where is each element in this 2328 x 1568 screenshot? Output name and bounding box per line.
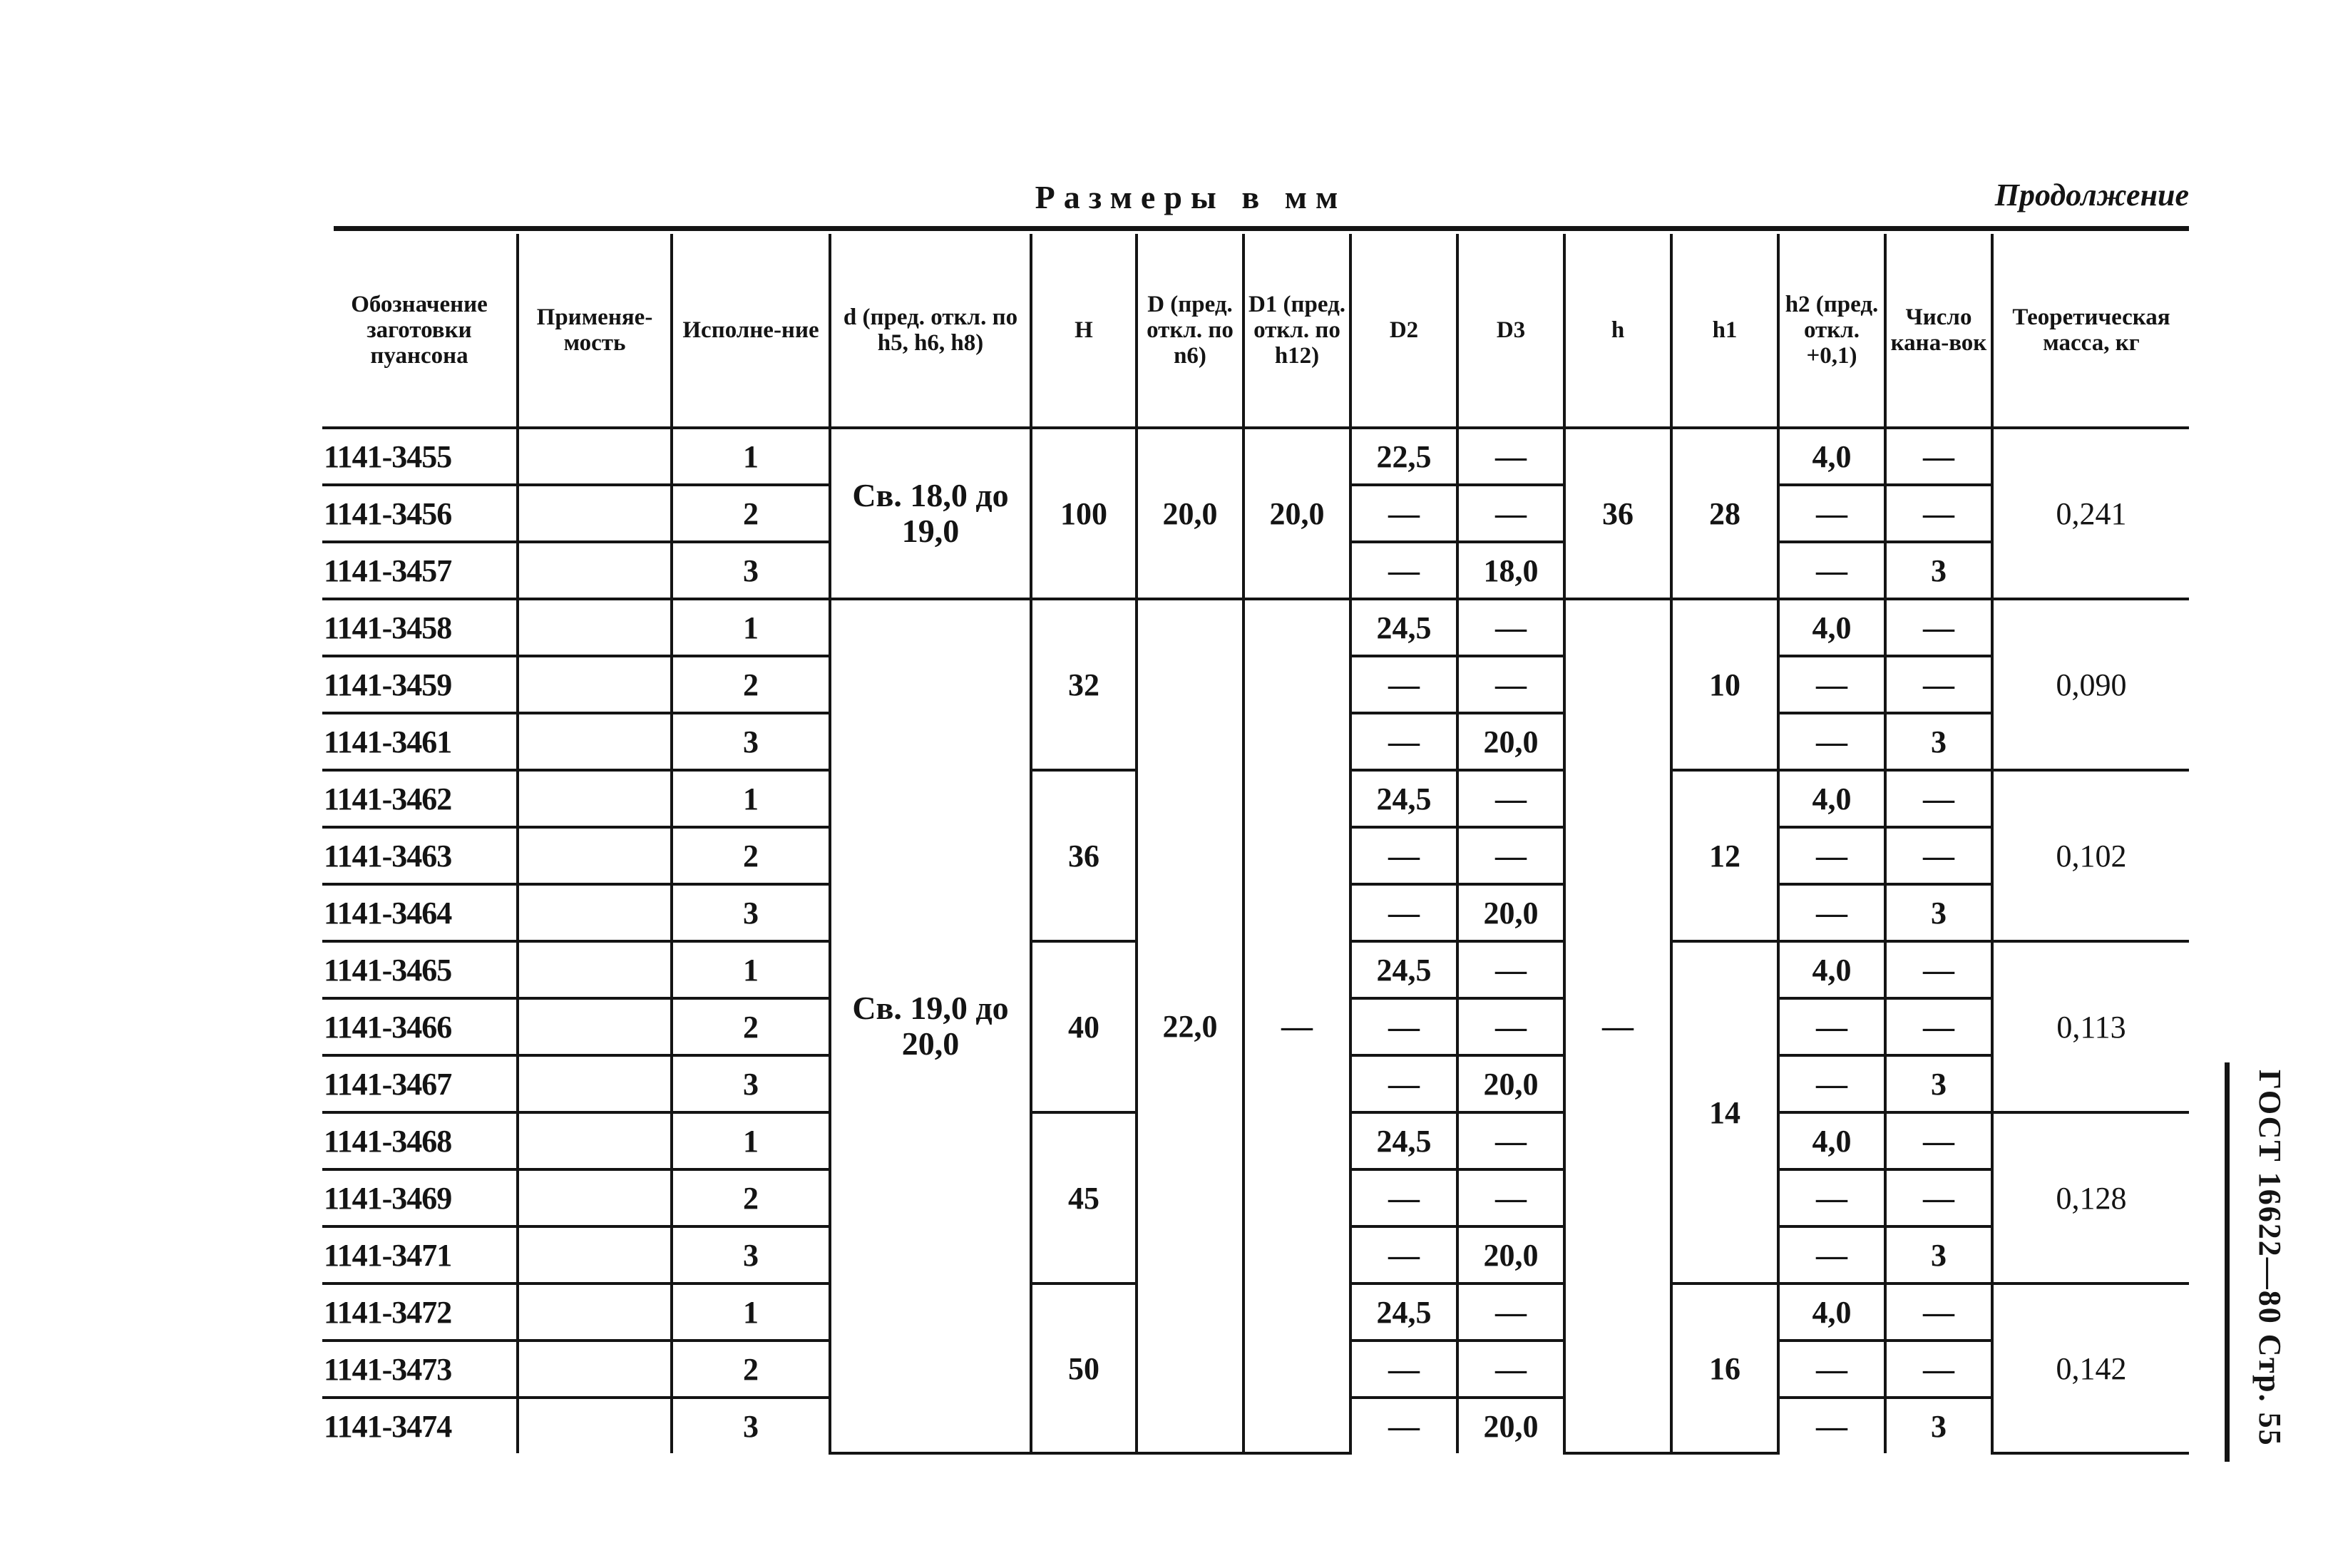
h2-cell: 4,0 (1778, 941, 1885, 998)
D3-cell: — (1457, 998, 1564, 1055)
h2-cell: — (1778, 1226, 1885, 1283)
D2-cell: 22,5 (1350, 428, 1457, 485)
D2-cell: 24,5 (1350, 599, 1457, 656)
D2-cell: — (1350, 1398, 1457, 1453)
D2-cell: 24,5 (1350, 770, 1457, 827)
h2-cell: 4,0 (1778, 1283, 1885, 1341)
grooves-cell: — (1885, 941, 1992, 998)
D2-cell: — (1350, 998, 1457, 1055)
header-d: d (пред. откл. по h5, h6, h8) (830, 234, 1031, 428)
code-cell: 1141-3468 (322, 1112, 518, 1169)
h2-cell: — (1778, 998, 1885, 1055)
D3-cell: — (1457, 1341, 1564, 1398)
code-cell: 1141-3473 (322, 1341, 518, 1398)
D2-cell: 24,5 (1350, 941, 1457, 998)
h2-cell: — (1778, 1169, 1885, 1226)
table-row (322, 428, 2189, 485)
h2-cell: — (1778, 656, 1885, 713)
table-row (322, 599, 2189, 656)
header-code: Обозначение заготовки пуансона (322, 234, 518, 428)
grooves-cell: 3 (1885, 884, 1992, 941)
version-cell: 1 (672, 1283, 830, 1341)
grooves-cell: — (1885, 1341, 1992, 1398)
d-range-cell: Св. 19,0 до 20,0 (830, 599, 1031, 1453)
code-cell: 1141-3469 (322, 1169, 518, 1226)
h1-cell: 14 (1671, 941, 1778, 1283)
header-row (322, 234, 2189, 428)
version-cell: 2 (672, 485, 830, 542)
header-D3: D3 (1457, 234, 1564, 428)
h2-cell: — (1778, 713, 1885, 770)
dimensions-caption: Размеры в мм (1035, 179, 1347, 215)
D3-cell: 20,0 (1457, 884, 1564, 941)
H-cell: 100 (1031, 428, 1137, 599)
h-cell: — (1564, 599, 1671, 1453)
D3-cell: 20,0 (1457, 713, 1564, 770)
code-cell: 1141-3474 (324, 1408, 452, 1444)
version-cell: 2 (672, 656, 830, 713)
h2-cell: — (1778, 1055, 1885, 1112)
mass-cell: 0,090 (1992, 599, 2189, 770)
D-cell: 22,0 (1137, 599, 1244, 1453)
applicability-cell (518, 1055, 672, 1112)
D3-cell: — (1457, 428, 1564, 485)
top-rule (334, 226, 2189, 231)
D2-cell: — (1350, 1055, 1457, 1112)
version-cell: 3 (672, 713, 830, 770)
header-h2: h2 (пред. откл. +0,1) (1778, 234, 1885, 428)
D3-cell: — (1457, 827, 1564, 884)
h1-cell: 10 (1671, 599, 1778, 770)
code-cell: 1141-3464 (322, 884, 518, 941)
h1-cell: 12 (1671, 770, 1778, 941)
D3-cell: — (1457, 485, 1564, 542)
h2-cell: — (1778, 1398, 1885, 1453)
h2-cell: 4,0 (1778, 770, 1885, 827)
applicability-cell (518, 1398, 672, 1453)
mass-cell: 0,102 (1992, 770, 2189, 941)
continued-label: Продолжение (1994, 178, 2189, 212)
D2-cell: — (1350, 1169, 1457, 1226)
D3-cell: — (1457, 941, 1564, 998)
code-cell: 1141-3455 (322, 428, 518, 485)
version-cell: 1 (672, 1112, 830, 1169)
header-grooves: Число кана-вок (1885, 234, 1992, 428)
grooves-cell: — (1885, 1112, 1992, 1169)
D3-cell: — (1457, 770, 1564, 827)
grooves-cell: — (1885, 485, 1992, 542)
D3-cell: — (1457, 599, 1564, 656)
applicability-cell (518, 1169, 672, 1226)
D3-cell: 20,0 (1457, 1055, 1564, 1112)
D3-cell: — (1457, 1283, 1564, 1341)
D2-cell: — (1350, 542, 1457, 599)
D2-cell: — (1350, 713, 1457, 770)
D2-cell: — (1350, 827, 1457, 884)
header-applicability: Применяе-мость (518, 234, 672, 428)
version-cell: 1 (672, 599, 830, 656)
grooves-cell: — (1885, 656, 1992, 713)
D2-cell: — (1350, 485, 1457, 542)
H-cell: 32 (1031, 599, 1137, 770)
code-cell: 1141-3472 (322, 1283, 518, 1341)
D2-cell: — (1350, 1341, 1457, 1398)
code-cell: 1141-3466 (322, 998, 518, 1055)
h2-cell: — (1778, 485, 1885, 542)
H-cell: 50 (1031, 1283, 1137, 1453)
version-cell: 2 (672, 827, 830, 884)
mass-cell: 0,113 (1992, 941, 2189, 1112)
code-cell: 1141-3461 (322, 713, 518, 770)
applicability-cell (518, 656, 672, 713)
applicability-cell (518, 1112, 672, 1169)
D2-cell: 24,5 (1350, 1283, 1457, 1341)
code-cell: 1141-3462 (322, 770, 518, 827)
applicability-cell (518, 998, 672, 1055)
D3-cell: 20,0 (1457, 1398, 1564, 1453)
version-cell: 1 (672, 770, 830, 827)
header-h1: h1 (1671, 234, 1778, 428)
version-cell: 3 (672, 884, 830, 941)
code-cell: 1141-3463 (322, 827, 518, 884)
code-cell: 1141-3457 (322, 542, 518, 599)
grooves-cell: 3 (1885, 1055, 1992, 1112)
D-cell: 20,0 (1137, 428, 1244, 599)
header-mass: Теоретическая масса, кг (1992, 234, 2189, 428)
h-cell: 36 (1564, 428, 1671, 599)
applicability-cell (518, 770, 672, 827)
version-cell: 1 (672, 941, 830, 998)
code-cell: 1141-3471 (322, 1226, 518, 1283)
d-range-cell: Св. 18,0 до 19,0 (830, 428, 1031, 599)
D3-cell: — (1457, 1169, 1564, 1226)
version-cell: 3 (672, 1055, 830, 1112)
code-cell: 1141-3458 (322, 599, 518, 656)
h2-cell: — (1778, 542, 1885, 599)
grooves-cell: 3 (1885, 713, 1992, 770)
applicability-cell (518, 599, 672, 656)
h2-cell: 4,0 (1778, 599, 1885, 656)
page-reference: ГОСТ 16622—80 Стр. 55 (2252, 1070, 2287, 1447)
D1-cell: — (1244, 599, 1350, 1453)
version-cell: 2 (672, 998, 830, 1055)
version-cell: 3 (672, 542, 830, 599)
h2-cell: — (1778, 827, 1885, 884)
grooves-cell: — (1885, 770, 1992, 827)
side-rule (2225, 1062, 2230, 1462)
version-cell: 2 (672, 1341, 830, 1398)
header-D: D (пред. откл. по n6) (1137, 234, 1244, 428)
code-cell: 1141-3467 (322, 1055, 518, 1112)
H-cell: 40 (1031, 941, 1137, 1112)
punch-blank-table (322, 234, 2189, 1455)
h2-cell: — (1778, 884, 1885, 941)
grooves-cell: — (1885, 1169, 1992, 1226)
code-cell: 1141-3459 (322, 656, 518, 713)
applicability-cell (518, 485, 672, 542)
header-D1: D1 (пред. откл. по h12) (1244, 234, 1350, 428)
H-cell: 36 (1031, 770, 1137, 941)
grooves-cell: — (1885, 1283, 1992, 1341)
H-cell: 45 (1031, 1112, 1137, 1283)
mass-cell: 0,241 (1992, 428, 2189, 599)
grooves-cell: 3 (1885, 1398, 1992, 1453)
applicability-cell (518, 542, 672, 599)
applicability-cell (518, 1341, 672, 1398)
grooves-cell: — (1885, 428, 1992, 485)
grooves-cell: 3 (1885, 542, 1992, 599)
applicability-cell (518, 884, 672, 941)
grooves-cell: — (1885, 998, 1992, 1055)
grooves-cell: — (1885, 827, 1992, 884)
h2-cell: 4,0 (1778, 1112, 1885, 1169)
D3-cell: — (1457, 1112, 1564, 1169)
version-cell: 3 (672, 1226, 830, 1283)
D2-cell: — (1350, 884, 1457, 941)
mass-cell: 0,128 (1992, 1112, 2189, 1283)
version-cell: 3 (672, 1398, 830, 1453)
applicability-cell (518, 827, 672, 884)
mass-cell: 0,142 (1992, 1283, 2189, 1453)
header-H: H (1031, 234, 1137, 428)
D1-cell: 20,0 (1244, 428, 1350, 599)
applicability-cell (518, 1283, 672, 1341)
applicability-cell (518, 428, 672, 485)
header-h: h (1564, 234, 1671, 428)
code-cell: 1141-3456 (322, 485, 518, 542)
D3-cell: 20,0 (1457, 1226, 1564, 1283)
applicability-cell (518, 713, 672, 770)
version-cell: 1 (672, 428, 830, 485)
D2-cell: 24,5 (1350, 1112, 1457, 1169)
header-D2: D2 (1350, 234, 1457, 428)
code-cell: 1141-3465 (322, 941, 518, 998)
grooves-cell: — (1885, 599, 1992, 656)
D3-cell: 18,0 (1457, 542, 1564, 599)
h1-cell: 16 (1671, 1283, 1778, 1453)
h1-cell: 28 (1671, 428, 1778, 599)
applicability-cell (518, 941, 672, 998)
grooves-cell: 3 (1885, 1226, 1992, 1283)
applicability-cell (518, 1226, 672, 1283)
D3-cell: — (1457, 656, 1564, 713)
header-version: Исполне-ние (672, 234, 830, 428)
version-cell: 2 (672, 1169, 830, 1226)
D2-cell: — (1350, 656, 1457, 713)
D2-cell: — (1350, 1226, 1457, 1283)
h2-cell: 4,0 (1778, 428, 1885, 485)
h2-cell: — (1778, 1341, 1885, 1398)
